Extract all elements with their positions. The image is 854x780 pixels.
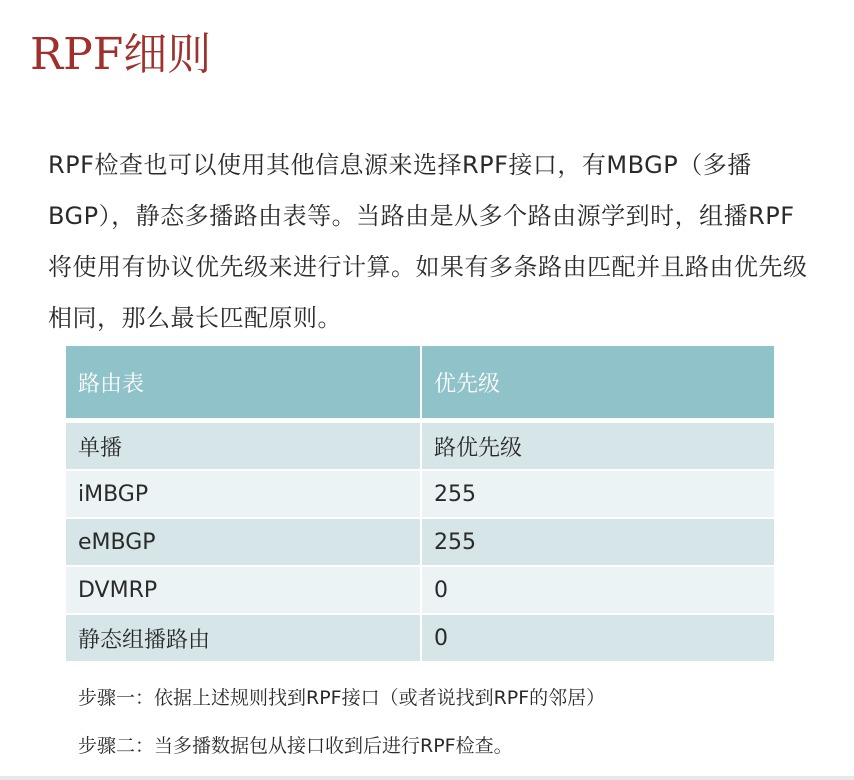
slide-title: RPF细则 <box>30 29 212 80</box>
table-row <box>66 421 774 471</box>
table-row <box>66 518 774 566</box>
table-cell-priority: 255 <box>421 518 774 566</box>
step-one: 步骤一：依据上述规则找到RPF接口（或者说找到RPF的邻居） <box>78 687 606 709</box>
steps-list <box>78 682 605 778</box>
table-cell-route: 静态组播路由 <box>66 614 421 661</box>
table-header-row <box>66 346 774 421</box>
table-header-route: 路由表 <box>66 346 421 421</box>
table-row <box>66 614 774 661</box>
step-two: 步骤二：当多播数据包从接口收到后进行RPF检查。 <box>78 735 513 757</box>
priority-table <box>66 346 774 661</box>
table-cell-route: eMBGP <box>66 518 421 566</box>
table-cell-priority: 0 <box>421 566 774 614</box>
table-cell-priority: 路优先级 <box>421 421 774 471</box>
body-paragraph: RPF检查也可以使用其他信息源来选择RPF接口，有MBGP（多播BGP），静态多播路由表等。当路由是从多个路由源学到时，组播RPF将使用有协议优先级来进行计算。如果有多条路由匹配并且路由优先级相同，那么最长匹配原则。 <box>48 151 808 332</box>
table-cell-priority: 255 <box>421 470 774 518</box>
table-cell-route: 单播 <box>66 421 421 471</box>
table-header-priority: 优先级 <box>421 346 774 421</box>
table-cell-route: DVMRP <box>66 566 421 614</box>
bottom-divider <box>0 776 854 780</box>
priority-table-container <box>66 346 774 661</box>
table-cell-priority: 0 <box>421 614 774 661</box>
table-cell-route: iMBGP <box>66 470 421 518</box>
table-row <box>66 470 774 518</box>
table-row <box>66 566 774 614</box>
